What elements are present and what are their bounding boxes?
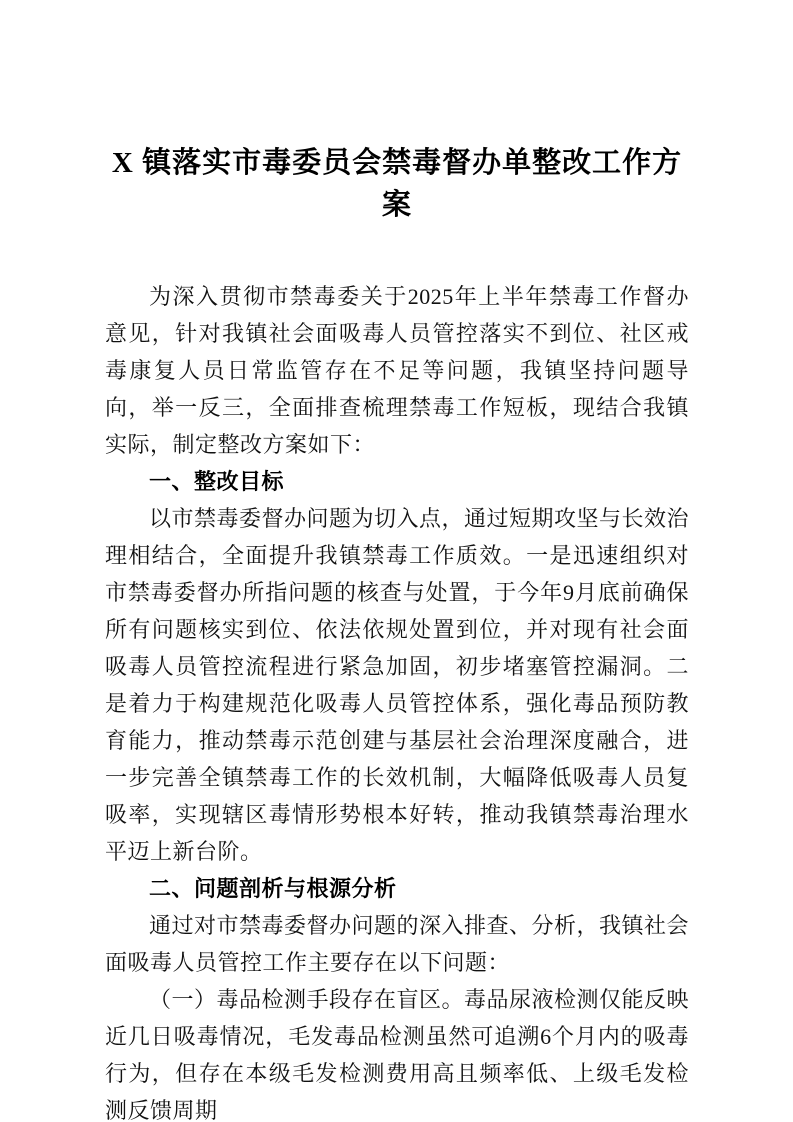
section-2-heading: 二、问题剖析与根源分析 [149, 876, 397, 901]
section-2-paragraph: 通过对市禁毒委督办问题的深入排查、分析，我镇社会面吸毒人员管控工作主要存在以下问题： [105, 913, 690, 975]
section-1-paragraph: 以市禁毒委督办问题为切入点，通过短期攻坚与长效治理相结合，全面提升我镇禁毒工作质效。一是迅速组织对市禁毒委督办所指问题的核查与处置，于今年9月底前确保所有问题核实到位、依法依规处置到位，并对现有社会面吸毒人员管控流程进行紧急加固，初步堵塞管控漏洞。二是着力于构建规范化吸毒人员管控体系，强化毒品预防教育能力，推动禁毒示范创建与基层社会治理深度融合，进一步完善全镇禁毒工作的长效机制，大幅降低吸毒人员复吸率，实现辖区毒情形势根本好转，推动我镇禁毒治理水平迈上新台阶。 [105, 506, 690, 864]
issue-1-paragraph: （一）毒品检测手段存在盲区。毒品尿液检测仅能反映近几日吸毒情况，毛发毒品检测虽然可追溯6个月内的吸毒行为，但存在本级毛发检测费用高且频率低、上级毛发检测反馈周期 [105, 987, 690, 1122]
intro-paragraph: 为深入贯彻市禁毒委关于2025年上半年禁毒工作督办意见，针对我镇社会面吸毒人员管控落实不到位、社区戒毒康复人员日常监管存在不足等问题，我镇坚持问题导向，举一反三，全面排查梳理禁毒工作短板，现结合我镇实际，制定整改方案如下： [105, 284, 689, 457]
document-title: X 镇落实市毒委员会禁毒督办单整改工作方案 [111, 147, 683, 221]
document-body [105, 278, 689, 1122]
section-1-heading: 一、整改目标 [149, 469, 285, 494]
